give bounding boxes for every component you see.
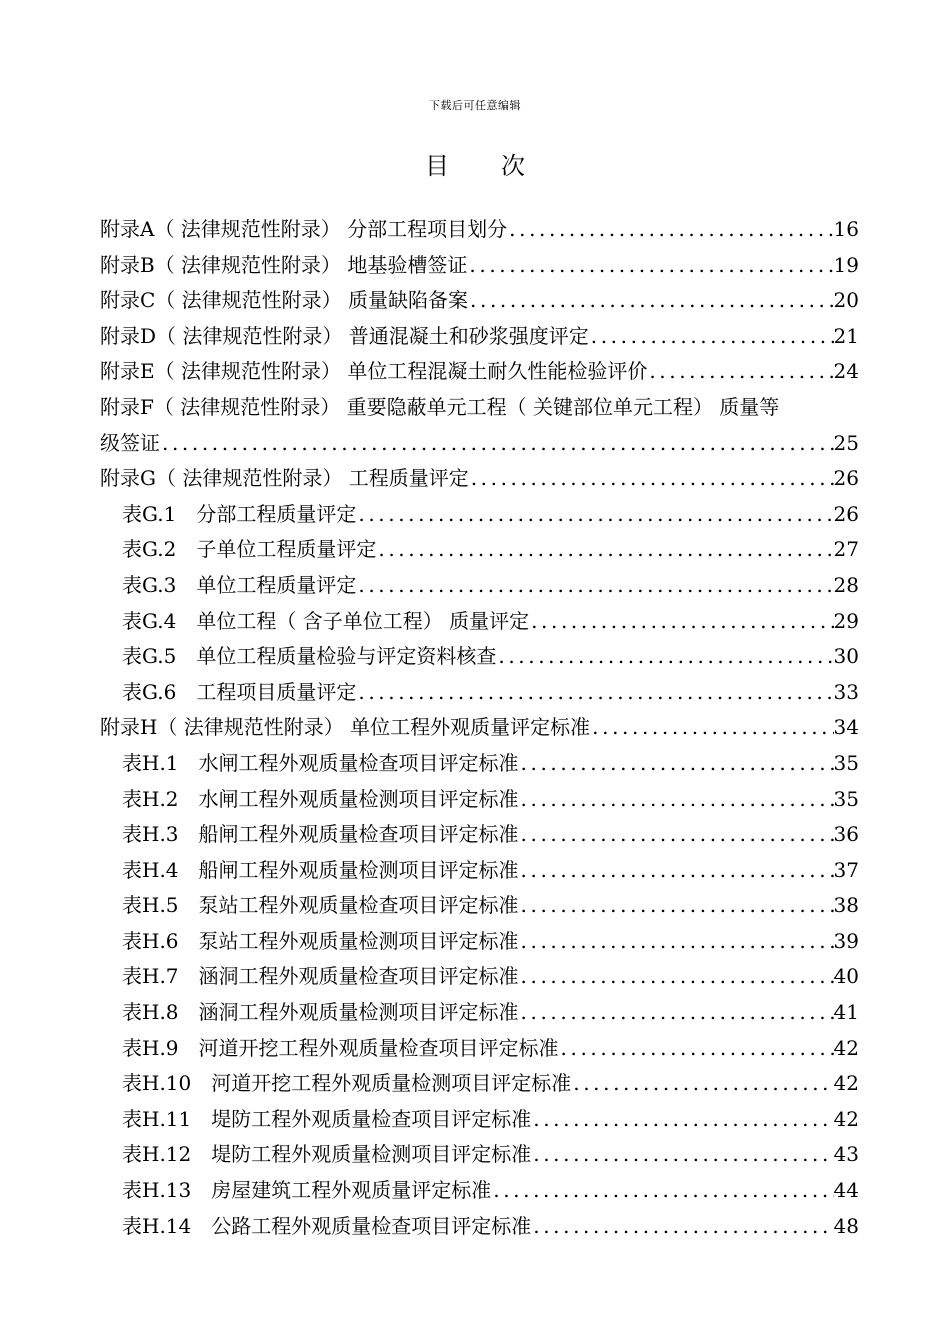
page-title <box>0 146 950 181</box>
toc-leader-dots <box>571 1066 833 1102</box>
toc-entry-label: 附录E（ 法律规范性附录） 单位工程混凝土耐久性能检验评价 <box>100 359 648 384</box>
toc-entry[interactable] <box>122 532 859 568</box>
toc-leader-dots <box>519 817 834 853</box>
toc-entry-number: 表H.4 <box>122 857 179 882</box>
toc-page-number: 39 <box>833 928 859 953</box>
toc-entry-label: 河道开挖工程外观质量检测项目评定标准 <box>211 1071 572 1096</box>
toc-entry[interactable] <box>100 461 859 497</box>
toc-page-number: 33 <box>833 679 859 704</box>
toc-entry-label: 泵站工程外观质量检测项目评定标准 <box>198 928 519 953</box>
toc-entry-number: 表H.13 <box>122 1178 192 1203</box>
toc-entry[interactable] <box>122 888 859 924</box>
toc-entry-line[interactable] <box>100 390 859 426</box>
toc-page-number: 42 <box>833 1106 859 1131</box>
toc-entry-number: 表G.3 <box>122 572 177 597</box>
toc-leader-dots <box>531 1137 833 1173</box>
toc-page-number: 30 <box>833 644 859 669</box>
toc-entry[interactable] <box>100 212 859 248</box>
toc-entry[interactable] <box>100 248 859 284</box>
toc-entry-number: 表G.4 <box>122 608 177 633</box>
toc-entry-number: 表H.6 <box>122 928 179 953</box>
page-title-char: 目 <box>425 152 449 180</box>
toc-entry[interactable] <box>122 604 859 640</box>
toc-entry-number: 表H.3 <box>122 822 179 847</box>
toc-entry-label: 水闸工程外观质量检测项目评定标准 <box>198 786 519 811</box>
toc-leader-dots <box>507 212 833 248</box>
toc-page-number: 16 <box>833 217 859 241</box>
toc-entry-label: 堤防工程外观质量检测项目评定标准 <box>211 1142 532 1167</box>
toc-entry-label: 分部工程质量评定 <box>196 501 357 526</box>
toc-entry-label: 附录G（ 法律规范性附录） 工程质量评定 <box>100 466 469 491</box>
toc-entry-label: 河道开挖工程外观质量检查项目评定标准 <box>198 1035 559 1060</box>
toc-leader-dots <box>376 532 833 568</box>
toc-entry-number: 表H.1 <box>122 750 179 775</box>
toc-entry-label: 工程项目质量评定 <box>196 679 357 704</box>
toc-entry-number: 表H.2 <box>122 786 179 811</box>
header-note: 下载后可任意编辑 <box>429 99 521 112</box>
toc-entry-label: 附录F（ 法律规范性附录） 重要隐蔽单元工程（ 关键部位单元工程） 质量等 <box>100 394 780 419</box>
toc-page-number: 48 <box>833 1213 859 1238</box>
toc-entry[interactable] <box>122 1173 859 1209</box>
toc-entry-label: 附录B（ 法律规范性附录） 地基验槽签证 <box>100 252 468 277</box>
toc-page-number: 26 <box>833 501 859 526</box>
toc-entry-label: 船闸工程外观质量检测项目评定标准 <box>198 857 519 882</box>
toc-entry-number: 表H.10 <box>122 1071 192 1096</box>
toc-leader-dots <box>356 675 833 711</box>
toc-page-number: 41 <box>833 1000 859 1025</box>
toc-entry-number: 表G.6 <box>122 679 177 704</box>
toc-entry-label: 附录D（ 法律规范性附录） 普通混凝土和砂浆强度评定 <box>100 323 589 348</box>
toc-leader-dots <box>469 461 834 497</box>
toc-page-number: 38 <box>833 893 859 918</box>
toc-entry-number: 表H.8 <box>122 1000 179 1025</box>
toc-entry-label: 涵洞工程外观质量检查项目评定标准 <box>198 964 519 989</box>
toc-entry-label: 单位工程质量检验与评定资料核查 <box>196 644 497 669</box>
toc-entry-number: 表H.7 <box>122 964 179 989</box>
toc-leader-dots <box>519 782 834 818</box>
toc-page-number: 28 <box>833 572 859 597</box>
toc-entry[interactable] <box>122 853 859 889</box>
toc-entry-label: 房屋建筑工程外观质量评定标准 <box>211 1178 492 1203</box>
toc-leader-dots <box>589 319 834 355</box>
toc-entry[interactable] <box>122 817 859 853</box>
toc-leader-dots <box>160 426 834 462</box>
toc-page-number: 29 <box>833 608 859 633</box>
toc-entry[interactable] <box>100 354 859 390</box>
toc-entry[interactable] <box>122 568 859 604</box>
toc-page-number: 35 <box>833 786 859 811</box>
toc-leader-dots <box>519 888 834 924</box>
toc-entry-number: 表H.9 <box>122 1035 179 1060</box>
toc-page-number: 44 <box>833 1178 859 1203</box>
toc-page-number: 40 <box>833 964 859 989</box>
toc-entry-number: 表H.5 <box>122 893 179 918</box>
toc-page-number: 20 <box>833 288 859 313</box>
toc-entry[interactable] <box>122 924 859 960</box>
toc-entry-label: 级签证 <box>100 430 160 455</box>
toc-entry[interactable] <box>100 283 859 319</box>
toc-page-number: 42 <box>833 1035 859 1060</box>
toc-entry[interactable] <box>122 959 859 995</box>
toc-leader-dots <box>356 568 833 604</box>
toc-entry[interactable] <box>100 710 859 746</box>
toc-entry-label: 公路工程外观质量检查项目评定标准 <box>211 1213 532 1238</box>
toc-page-number: 25 <box>833 430 859 455</box>
toc-page-number: 36 <box>833 822 859 847</box>
toc-page-number: 35 <box>833 750 859 775</box>
toc-entry-number: 表H.14 <box>122 1213 192 1238</box>
page-title-char: 次 <box>501 152 525 180</box>
toc-entry[interactable] <box>122 782 859 818</box>
toc-entry-label: 子单位工程质量评定 <box>196 537 377 562</box>
toc-leader-dots <box>519 924 834 960</box>
table-of-contents <box>100 212 859 1244</box>
toc-page-number: 42 <box>833 1071 859 1096</box>
toc-entry[interactable] <box>122 1137 859 1173</box>
toc-entry-number: 表G.5 <box>122 644 177 669</box>
toc-entry[interactable] <box>100 426 859 462</box>
toc-entry-label: 附录H（ 法律规范性附录） 单位工程外观质量评定标准 <box>100 715 591 740</box>
toc-leader-dots <box>519 853 834 889</box>
toc-leader-dots <box>491 1173 833 1209</box>
toc-page-number: 21 <box>833 323 859 348</box>
toc-entry-label: 堤防工程外观质量检查项目评定标准 <box>211 1106 532 1131</box>
toc-leader-dots <box>496 639 833 675</box>
toc-leader-dots <box>519 959 834 995</box>
toc-leader-dots <box>468 283 834 319</box>
toc-entry-label: 泵站工程外观质量检查项目评定标准 <box>198 893 519 918</box>
toc-leader-dots <box>529 604 833 640</box>
toc-entry[interactable] <box>122 1066 859 1102</box>
toc-leader-dots <box>467 248 833 284</box>
toc-entry[interactable] <box>122 675 859 711</box>
toc-entry-number: 表G.1 <box>122 501 177 526</box>
toc-leader-dots <box>647 354 833 390</box>
toc-entry-number: 表H.11 <box>122 1106 192 1131</box>
toc-page-number: 37 <box>833 857 859 882</box>
toc-entry[interactable] <box>122 1102 859 1138</box>
toc-leader-dots <box>531 1102 833 1138</box>
toc-page-number: 34 <box>833 715 859 740</box>
toc-entry[interactable] <box>122 1209 859 1245</box>
toc-entry-number: 表H.12 <box>122 1142 192 1167</box>
toc-entry-label: 附录A（ 法律规范性附录） 分部工程项目划分 <box>100 217 508 241</box>
toc-entry[interactable] <box>122 497 859 533</box>
toc-entry-label: 单位工程（ 含子单位工程） 质量评定 <box>196 608 530 633</box>
toc-entry[interactable] <box>100 319 859 355</box>
toc-leader-dots <box>531 1209 833 1245</box>
toc-leader-dots <box>559 1031 834 1067</box>
toc-entry-label: 单位工程质量评定 <box>196 572 357 597</box>
toc-entry-number: 表G.2 <box>122 537 177 562</box>
toc-page-number: 24 <box>833 359 859 384</box>
toc-entry-label: 水闸工程外观质量检查项目评定标准 <box>198 750 519 775</box>
toc-entry[interactable] <box>122 1031 859 1067</box>
toc-leader-dots <box>519 995 834 1031</box>
toc-entry-label: 附录C（ 法律规范性附录） 质量缺陷备案 <box>100 288 469 313</box>
toc-page-number: 43 <box>833 1142 859 1167</box>
toc-leader-dots <box>519 746 834 782</box>
toc-entry[interactable] <box>122 746 859 782</box>
toc-page-number: 26 <box>833 466 859 491</box>
toc-page-number: 27 <box>833 537 859 562</box>
toc-entry[interactable] <box>122 995 859 1031</box>
toc-leader-dots <box>590 710 833 746</box>
toc-leader-dots <box>356 497 833 533</box>
toc-entry-label: 船闸工程外观质量检查项目评定标准 <box>198 822 519 847</box>
toc-entry[interactable] <box>122 639 859 675</box>
toc-page-number: 19 <box>833 252 859 277</box>
toc-entry-label: 涵洞工程外观质量检测项目评定标准 <box>198 1000 519 1025</box>
